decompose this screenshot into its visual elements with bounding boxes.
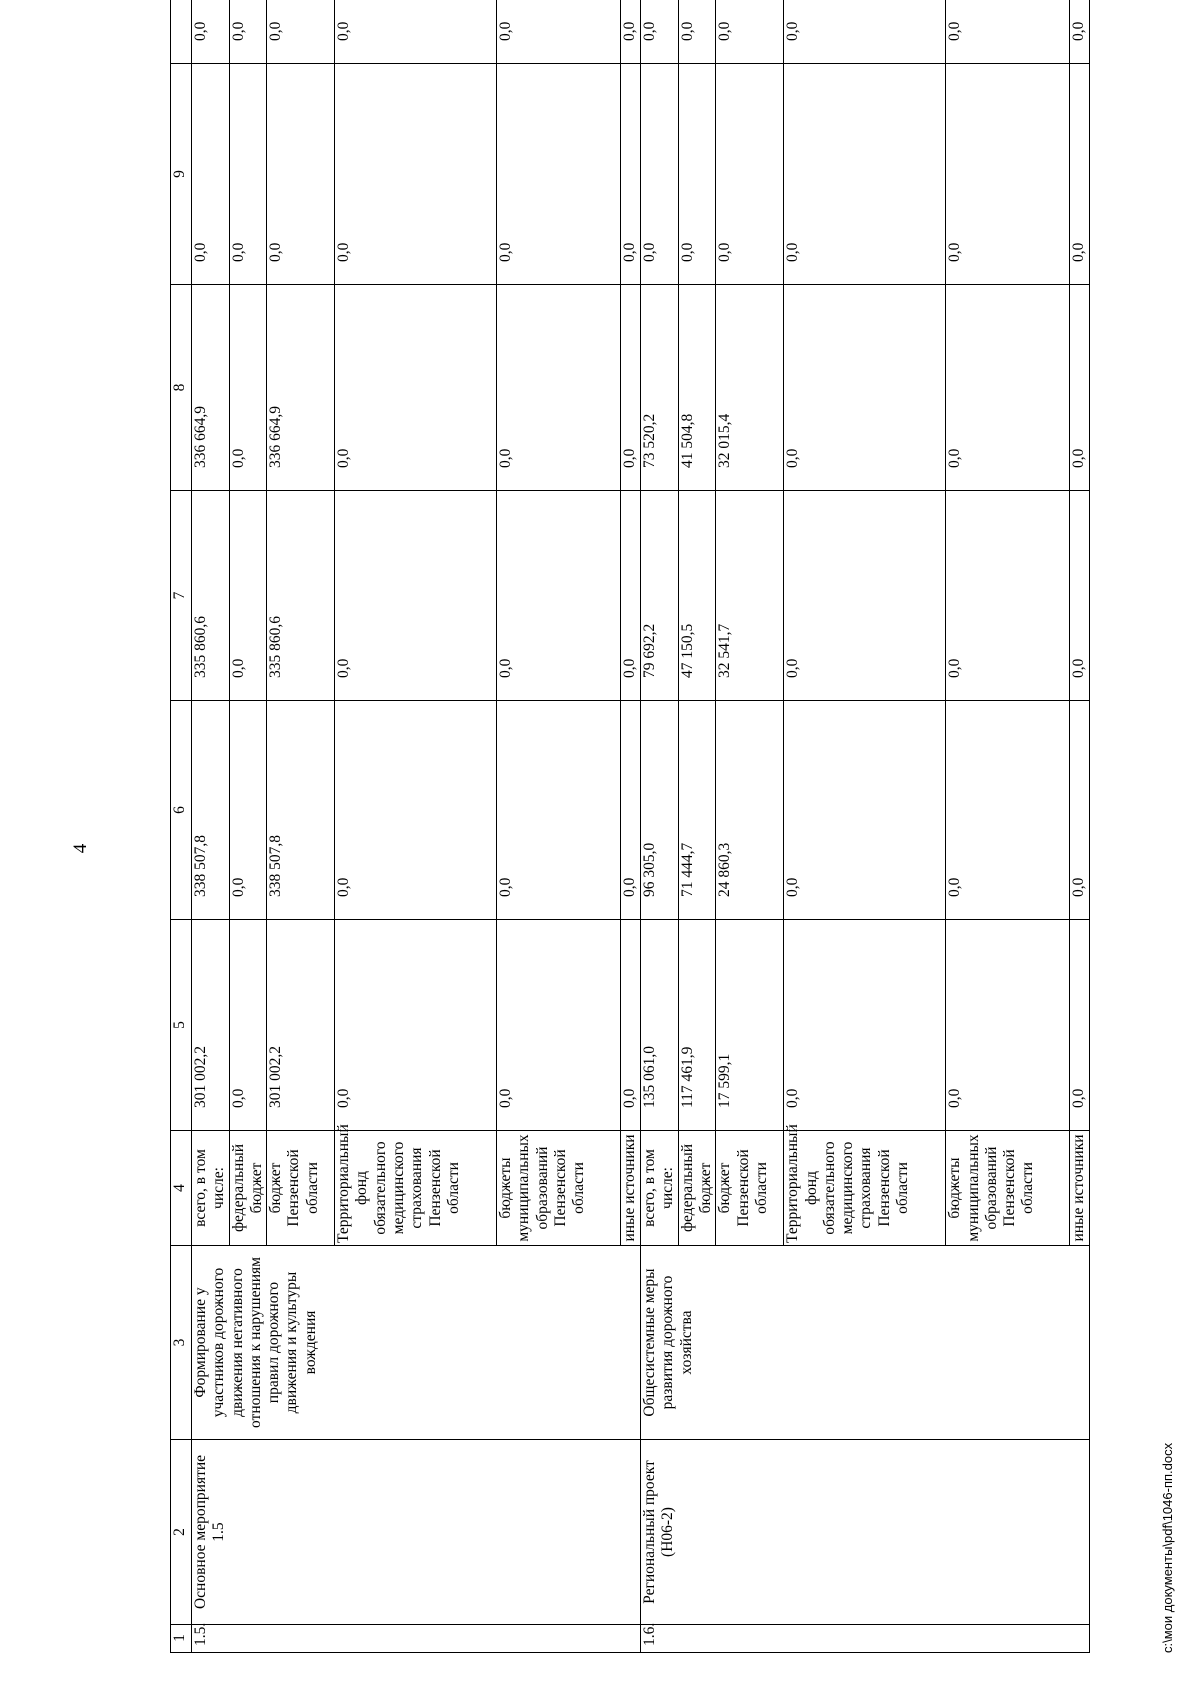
value-cell: 0,0 xyxy=(497,285,621,491)
value-cell: 0,0 xyxy=(335,491,497,701)
funding-source: Территориальный фонд обязательного медицинского страхования Пензенской области xyxy=(784,1131,946,1246)
value-cell: 73 520,2 xyxy=(641,285,679,491)
header-row xyxy=(171,0,192,1653)
table-row xyxy=(641,0,679,1653)
value-cell: 0,0 xyxy=(1070,64,1090,285)
value-cell: 0,0 xyxy=(335,0,497,64)
value-cell: 0,0 xyxy=(497,64,621,285)
value-cell: 0,0 xyxy=(946,920,1070,1131)
funding-source: бюджеты муниципальных образований Пензенской области xyxy=(946,1131,1070,1246)
value-cell: 0,0 xyxy=(497,491,621,701)
funding-source: всего, в том числе: xyxy=(641,1131,679,1246)
value-cell: 0,0 xyxy=(335,285,497,491)
page-number: 4 xyxy=(70,843,91,854)
value-cell: 117 461,9 xyxy=(678,920,716,1131)
value-cell: 0,0 xyxy=(1070,920,1090,1131)
value-cell: 135 061,0 xyxy=(641,920,679,1131)
value-cell: 336 664,9 xyxy=(192,285,230,491)
value-cell: 0,0 xyxy=(497,920,621,1131)
table-row xyxy=(192,0,230,1653)
value-cell: 0,0 xyxy=(192,64,230,285)
funding-source: Территориальный фонд обязательного медицинского страхования Пензенской области xyxy=(335,1131,497,1246)
value-cell: 0,0 xyxy=(267,0,335,64)
value-cell: 335 860,6 xyxy=(192,491,230,701)
value-cell: 0,0 xyxy=(621,0,641,64)
row-code: 1.6. xyxy=(641,1625,1090,1653)
row-name: Региональный проект (Н06-2) xyxy=(641,1440,1090,1625)
funding-source: иные источники xyxy=(1070,1131,1090,1246)
value-cell: 338 507,8 xyxy=(267,701,335,920)
header-cell: 9 xyxy=(171,64,192,285)
funding-source: бюджет Пензенской области xyxy=(267,1131,335,1246)
value-cell: 0,0 xyxy=(229,491,267,701)
value-cell: 96 305,0 xyxy=(641,701,679,920)
value-cell: 0,0 xyxy=(784,920,946,1131)
header-cell: 5 xyxy=(171,920,192,1131)
budget-table xyxy=(170,0,1090,1653)
funding-source: всего, в том числе: xyxy=(192,1131,230,1246)
funding-source: иные источники xyxy=(621,1131,641,1246)
row-description: Формирование у участников дорожного движения негативного отношения к нарушениям правил дорожного движения и культуры вождения xyxy=(192,1246,641,1440)
value-cell: 0,0 xyxy=(621,491,641,701)
value-cell: 0,0 xyxy=(784,491,946,701)
row-description: Общесистемные меры развития дорожного хозяйства xyxy=(641,1246,1090,1440)
funding-source: бюджеты муниципальных образований Пензенской области xyxy=(497,1131,621,1246)
value-cell: 0,0 xyxy=(641,0,679,64)
value-cell: 0,0 xyxy=(784,701,946,920)
value-cell: 0,0 xyxy=(621,920,641,1131)
value-cell: 0,0 xyxy=(946,64,1070,285)
value-cell: 0,0 xyxy=(641,64,679,285)
value-cell: 0,0 xyxy=(335,701,497,920)
row-name: Основное мероприятие 1.5 xyxy=(192,1440,641,1625)
value-cell: 0,0 xyxy=(946,491,1070,701)
value-cell: 32 541,7 xyxy=(716,491,784,701)
value-cell: 0,0 xyxy=(335,64,497,285)
value-cell: 0,0 xyxy=(1070,285,1090,491)
value-cell: 24 860,3 xyxy=(716,701,784,920)
header-cell: 3 xyxy=(171,1246,192,1440)
value-cell: 335 860,6 xyxy=(267,491,335,701)
value-cell: 0,0 xyxy=(716,64,784,285)
value-cell: 0,0 xyxy=(229,0,267,64)
footer-file-path: c:\мои документы\pdf\1046-пп.docx xyxy=(1160,1442,1175,1653)
value-cell: 0,0 xyxy=(621,285,641,491)
header-cell: 4 xyxy=(171,1131,192,1246)
header-cell: 2 xyxy=(171,1440,192,1625)
value-cell: 0,0 xyxy=(1070,491,1090,701)
value-cell: 336 664,9 xyxy=(267,285,335,491)
value-cell: 0,0 xyxy=(678,0,716,64)
funding-source: бюджет Пензенской области xyxy=(716,1131,784,1246)
funding-source: федеральный бюджет xyxy=(678,1131,716,1246)
value-cell: 0,0 xyxy=(946,285,1070,491)
value-cell: 0,0 xyxy=(497,0,621,64)
value-cell: 0,0 xyxy=(784,0,946,64)
value-cell: 0,0 xyxy=(784,285,946,491)
header-cell: 7 xyxy=(171,491,192,701)
value-cell: 0,0 xyxy=(229,64,267,285)
header-cell: 6 xyxy=(171,701,192,920)
value-cell: 301 002,2 xyxy=(267,920,335,1131)
value-cell: 0,0 xyxy=(229,285,267,491)
value-cell: 0,0 xyxy=(716,0,784,64)
value-cell: 0,0 xyxy=(946,701,1070,920)
value-cell: 0,0 xyxy=(621,64,641,285)
value-cell: 41 504,8 xyxy=(678,285,716,491)
value-cell: 0,0 xyxy=(1070,701,1090,920)
value-cell: 71 444,7 xyxy=(678,701,716,920)
value-cell: 0,0 xyxy=(229,701,267,920)
value-cell: 79 692,2 xyxy=(641,491,679,701)
value-cell: 338 507,8 xyxy=(192,701,230,920)
value-cell: 0,0 xyxy=(784,64,946,285)
value-cell: 0,0 xyxy=(229,920,267,1131)
value-cell: 0,0 xyxy=(267,64,335,285)
value-cell: 0,0 xyxy=(192,0,230,64)
value-cell: 0,0 xyxy=(335,920,497,1131)
value-cell: 0,0 xyxy=(497,701,621,920)
header-cell xyxy=(171,0,192,64)
value-cell: 32 015,4 xyxy=(716,285,784,491)
value-cell: 0,0 xyxy=(946,0,1070,64)
row-code: 1.5. xyxy=(192,1625,641,1653)
value-cell: 301 002,2 xyxy=(192,920,230,1131)
value-cell: 0,0 xyxy=(1070,0,1090,64)
header-cell: 1 xyxy=(171,1625,192,1653)
value-cell: 17 599,1 xyxy=(716,920,784,1131)
funding-source: федеральный бюджет xyxy=(229,1131,267,1246)
header-cell: 8 xyxy=(171,285,192,491)
value-cell: 0,0 xyxy=(678,64,716,285)
value-cell: 47 150,5 xyxy=(678,491,716,701)
value-cell: 0,0 xyxy=(621,701,641,920)
